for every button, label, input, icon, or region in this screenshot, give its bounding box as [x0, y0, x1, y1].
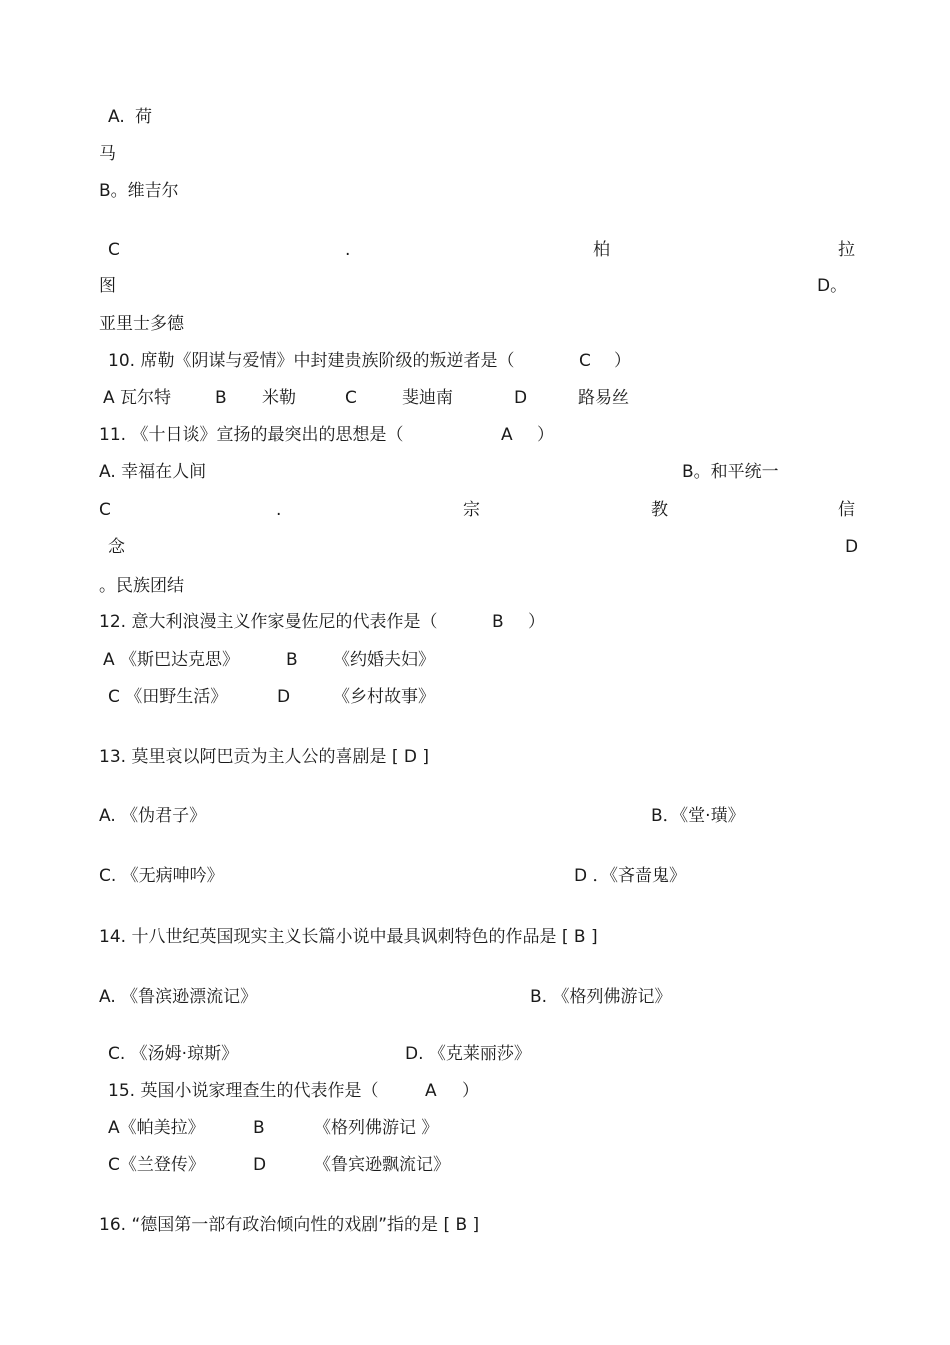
q10-option-d-text: 路易丝 [578, 388, 629, 408]
q9-option-d-text: 亚里士多德 [99, 314, 184, 334]
q10-option-d-letter: D [514, 388, 528, 408]
q15-option-d-letter: D [253, 1155, 267, 1175]
q11-option-a: A. 幸福在人间 [99, 462, 207, 482]
q9-option-c-char: 图 [99, 276, 116, 296]
q11-option-c-char: 念 [108, 537, 125, 557]
q12-option-c: C 《田野生活》 [108, 687, 228, 707]
q11-option-c-char: 教 [651, 500, 668, 520]
q12-option-a: A 《斯巴达克思》 [103, 650, 240, 670]
q10-option-b-text: 米勒 [262, 388, 296, 408]
q10-answer: C [579, 351, 591, 371]
q11-close: ） [537, 425, 554, 445]
q15-question: 15. 英国小说家理查生的代表作是（ [108, 1081, 379, 1101]
q10-option-b-letter: B [215, 388, 227, 408]
q11-option-c-char: 信 [838, 500, 855, 520]
q15-answer: A [425, 1081, 437, 1101]
q13-option-a: A. 《伪君子》 [99, 806, 207, 826]
q12-option-d-text: 《乡村故事》 [333, 687, 435, 707]
q9-option-c-letter: C [108, 240, 120, 260]
q16-question: 16. “德国第一部有政治倾向性的戏剧”指的是 [ B ] [99, 1215, 480, 1235]
q14-question: 14. 十八世纪英国现实主义长篇小说中最具讽刺特色的作品是 [ B ] [99, 927, 598, 947]
q11-option-b: B。和平统一 [682, 462, 779, 482]
q12-question: 12. 意大利浪漫主义作家曼佐尼的代表作是（ [99, 612, 438, 632]
q14-option-b: B. 《格列佛游记》 [530, 987, 672, 1007]
q14-option-a: A. 《鲁滨逊漂流记》 [99, 987, 258, 1007]
q12-answer: B [492, 612, 504, 632]
q15-option-b-text: 《格列佛游记 》 [314, 1118, 439, 1138]
q11-answer: A [501, 425, 513, 445]
q11-question: 11. 《十日谈》宣扬的最突出的思想是（ [99, 425, 404, 445]
q10-option-a: A 瓦尔特 [103, 388, 172, 408]
q13-option-c: C. 《无病呻吟》 [99, 866, 224, 886]
q15-option-b-letter: B [253, 1118, 265, 1138]
q11-option-c-char: 宗 [463, 500, 480, 520]
q9-option-a-text-cont: 马 [99, 144, 116, 164]
q15-option-a: A《帕美拉》 [108, 1118, 205, 1138]
q9-option-a-prefix: A. [108, 107, 125, 127]
q15-option-c: C《兰登传》 [108, 1155, 205, 1175]
q13-question: 13. 莫里哀以阿巴贡为主人公的喜剧是 [ D ] [99, 747, 430, 767]
q10-question: 10. 席勒《阴谋与爱情》中封建贵族阶级的叛逆者是（ [108, 351, 515, 371]
q11-option-d-text: 。民族团结 [99, 576, 184, 596]
q10-option-c-text: 斐迪南 [402, 388, 453, 408]
q9-option-b: B。维吉尔 [99, 181, 179, 201]
q14-option-d: D. 《克莱丽莎》 [405, 1044, 531, 1064]
q9-option-d-letter: D。 [817, 276, 848, 296]
q13-option-b: B．《堂·璜》 [651, 806, 745, 826]
q12-option-b-text: 《约婚夫妇》 [333, 650, 435, 670]
q9-option-a-text: 荷 [135, 107, 152, 127]
q15-close: ） [462, 1081, 479, 1101]
q12-option-b-letter: B [286, 650, 298, 670]
q9-option-c-char: 柏 [593, 240, 610, 260]
q12-option-d-letter: D [277, 687, 291, 707]
q10-close: ） [614, 351, 631, 371]
q9-option-c-char: 拉 [838, 240, 855, 260]
q14-option-c: C. 《汤姆·琼斯》 [108, 1044, 239, 1064]
q11-option-c-letter: C [99, 500, 111, 520]
q11-option-c-dot: . [276, 500, 282, 520]
q15-option-d-text: 《鲁宾逊飘流记》 [314, 1155, 450, 1175]
q11-option-d-letter: D [845, 537, 859, 557]
q9-option-c-dot: . [345, 240, 351, 260]
q10-option-c-letter: C [345, 388, 357, 408]
q13-option-d: D ．《吝啬鬼》 [574, 866, 686, 886]
q12-close: ） [528, 612, 545, 632]
